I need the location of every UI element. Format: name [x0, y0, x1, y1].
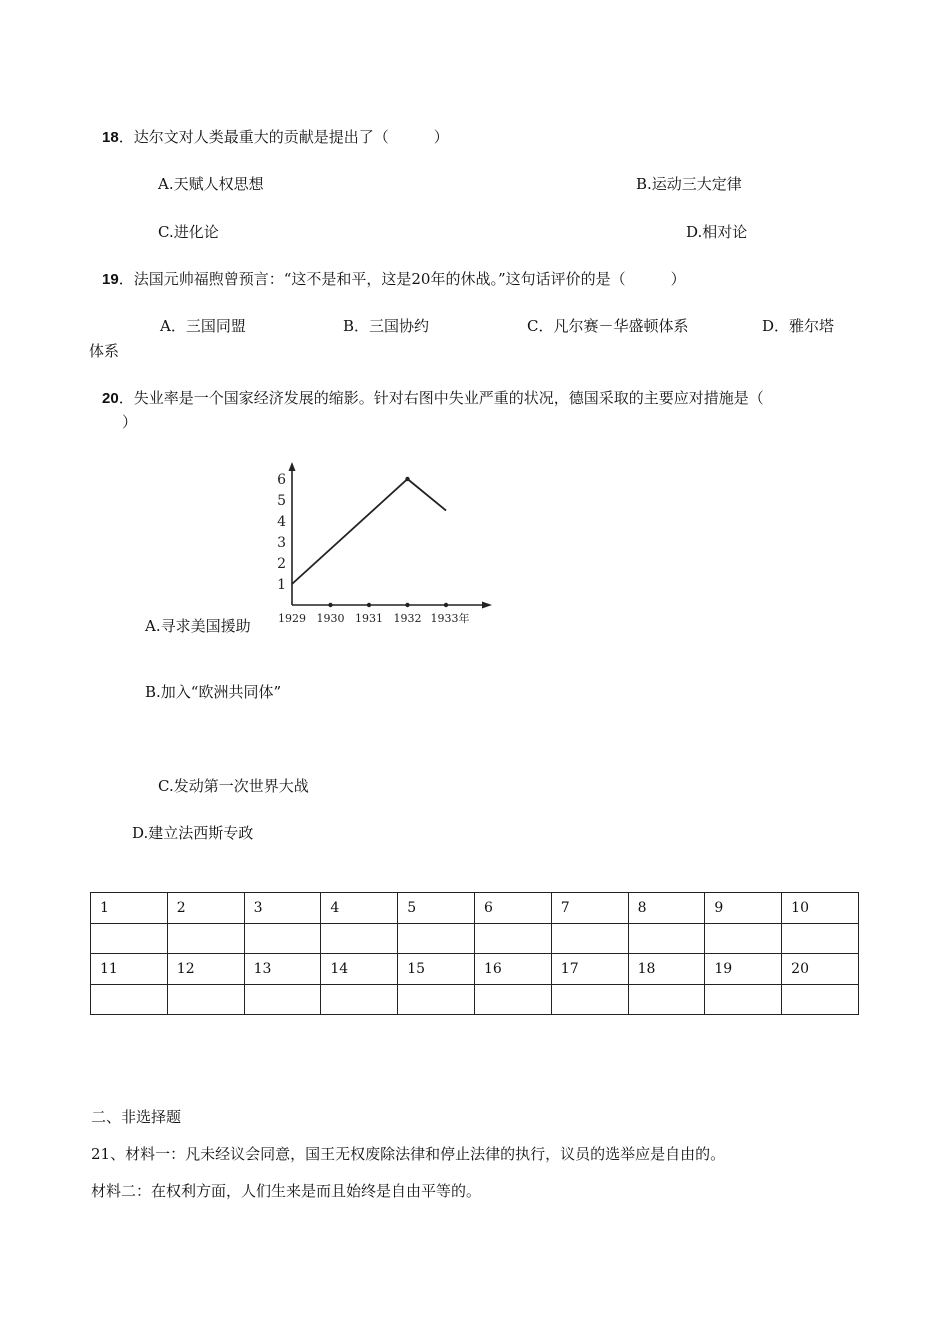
answer-cell-blank[interactable]: [551, 924, 628, 954]
x-axis-arrow: [482, 602, 492, 609]
answer-cell-blank[interactable]: [782, 985, 859, 1015]
answer-cell-blank[interactable]: [91, 924, 168, 954]
answer-cell-label: 18: [628, 954, 705, 985]
answer-cell-blank[interactable]: [551, 985, 628, 1015]
answer-table-header-row-1: [91, 893, 859, 924]
q20-number: 20: [102, 390, 119, 407]
x-tick-label: 1932: [393, 612, 422, 625]
answer-table: [90, 892, 859, 1015]
y-tick-label: 3: [277, 535, 286, 551]
answer-cell-blank[interactable]: [398, 985, 475, 1015]
y-tick-label: 5: [277, 493, 286, 509]
q18-option-d: D.相对论: [686, 223, 748, 241]
answer-cell-blank[interactable]: [321, 924, 398, 954]
answer-cell-blank[interactable]: [782, 924, 859, 954]
q19-option-d-wrap: 体系: [89, 342, 120, 360]
answer-cell-label: 13: [244, 954, 321, 985]
y-tick-label: 6: [277, 472, 286, 488]
answer-cell-label: 9: [705, 893, 782, 924]
q19-option-c: C．凡尔赛－华盛顿体系: [527, 317, 689, 335]
unemployment-line-chart: [276, 462, 496, 632]
q20-text: ．失业率是一个国家经济发展的缩影。针对右图中失业严重的状况，德国采取的主要应对措施是（: [118, 389, 764, 407]
answer-cell-label: 8: [628, 893, 705, 924]
q20-option-d: D.建立法西斯专政: [132, 824, 254, 842]
q19-stem: [102, 269, 686, 290]
answer-cell-label: 11: [91, 954, 168, 985]
answer-cell-blank[interactable]: [705, 985, 782, 1015]
answer-cell-blank[interactable]: [321, 985, 398, 1015]
y-tick-label: 2: [277, 556, 286, 572]
answer-cell-label: 4: [321, 893, 398, 924]
chart-axes: [289, 462, 493, 609]
x-tick-dot: [405, 603, 409, 607]
q18-stem: [102, 127, 449, 148]
answer-cell-label: 2: [167, 893, 244, 924]
x-tick-dot: [367, 603, 371, 607]
answer-cell-label: 19: [705, 954, 782, 985]
y-axis-arrow: [289, 462, 296, 471]
x-tick-dot: [328, 603, 332, 607]
answer-cell-blank[interactable]: [628, 985, 705, 1015]
answer-cell-label: 10: [782, 893, 859, 924]
answer-cell-blank[interactable]: [628, 924, 705, 954]
q21-material-1: 21、材料一：凡未经议会同意，国王无权废除法律和停止法律的执行，议员的选举应是自由的。: [91, 1145, 726, 1163]
answer-cell-blank[interactable]: [244, 985, 321, 1015]
q19-option-a: A．三国同盟: [160, 317, 246, 335]
x-tick-label: 1929: [278, 612, 306, 625]
answer-table-blank-row-1: [91, 924, 859, 954]
q19-option-b: B．三国协约: [343, 317, 430, 335]
q20-option-c: C.发动第一次世界大战: [158, 777, 309, 795]
answer-cell-blank[interactable]: [398, 924, 475, 954]
answer-cell-label: 14: [321, 954, 398, 985]
q19-number: 19: [102, 271, 119, 288]
q18-option-a: A.天赋人权思想: [158, 175, 264, 193]
answer-cell-label: 17: [551, 954, 628, 985]
answer-cell-blank[interactable]: [705, 924, 782, 954]
section-2-title: 二、非选择题: [91, 1108, 182, 1126]
data-point: [405, 477, 409, 481]
answer-cell-blank[interactable]: [167, 985, 244, 1015]
y-tick-label: 4: [277, 514, 286, 530]
answer-table-blank-row-2: [91, 985, 859, 1015]
chart-series: [292, 477, 446, 584]
answer-cell-blank[interactable]: [244, 924, 321, 954]
answer-table-header-row-2: [91, 954, 859, 985]
q21-material-2: 材料二：在权利方面，人们生来是而且始终是自由平等的。: [91, 1182, 482, 1200]
x-tick-label: 1933年: [430, 612, 470, 625]
answer-cell-label: 6: [474, 893, 551, 924]
answer-cell-blank[interactable]: [474, 924, 551, 954]
q18-option-b: B.运动三大定律: [636, 175, 742, 193]
q18-text: ．达尔文对人类最重大的贡献是提出了（ ）: [118, 128, 449, 146]
answer-cell-label: 3: [244, 893, 321, 924]
q20-option-a: A.寻求美国援助: [145, 617, 251, 635]
answer-cell-label: 12: [167, 954, 244, 985]
y-tick-label: 1: [277, 577, 286, 593]
q20-stem-wrap: ）: [122, 413, 138, 431]
answer-cell-label: 16: [474, 954, 551, 985]
chart-y-ticks: [277, 472, 286, 593]
x-tick-label: 1930: [316, 612, 345, 625]
x-tick-dot: [444, 603, 448, 607]
answer-cell-label: 20: [782, 954, 859, 985]
q20-option-b: B.加入“欧洲共同体”: [145, 683, 282, 701]
answer-cell-blank[interactable]: [91, 985, 168, 1015]
unemployment-line: [292, 479, 446, 584]
answer-cell-label: 15: [398, 954, 475, 985]
answer-cell-blank[interactable]: [474, 985, 551, 1015]
chart-x-ticks: [278, 603, 470, 625]
q19-text: ．法国元帅福煦曾预言：“这不是和平，这是20年的休战。”这句话评价的是（ ）: [118, 270, 686, 288]
q18-option-c: C.进化论: [158, 223, 219, 241]
x-tick-label: 1931: [355, 612, 383, 625]
q19-option-d: D．雅尔塔: [762, 317, 835, 335]
answer-cell-label: 1: [91, 893, 168, 924]
answer-cell-label: 5: [398, 893, 475, 924]
answer-cell-label: 7: [551, 893, 628, 924]
q20-stem: [102, 388, 764, 409]
answer-cell-blank[interactable]: [167, 924, 244, 954]
q18-number: 18: [102, 129, 119, 146]
